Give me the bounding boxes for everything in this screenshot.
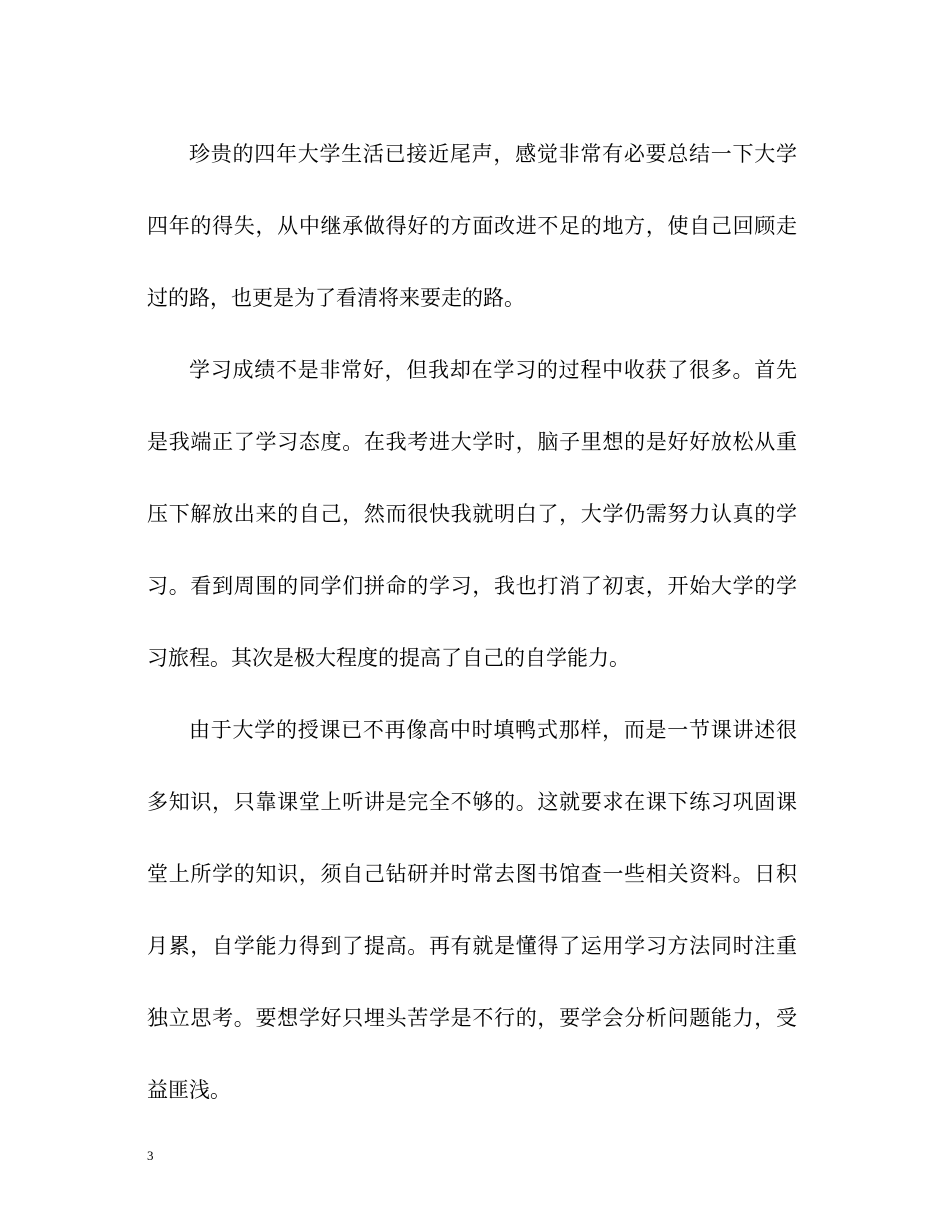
document-body — [147, 118, 797, 1126]
page-number: 3 — [147, 1148, 154, 1163]
paragraph-2: 学习成绩不是非常好，但我却在学习的过程中收获了很多。首先是我端正了学习态度。在我考进大学时，脑子里想的是好好放松从重压下解放出来的自己，然而很快我就明白了，大学仍需努力认真的学习。看到周围的同学们拼命的学习，我也打消了初衷，开始大学的学习旅程。其次是极大程度的提高了自己的自学能力。 — [147, 358, 797, 670]
paragraph-1: 珍贵的四年大学生活已接近尾声，感觉非常有必要总结一下大学四年的得失，从中继承做得好的方面改进不足的地方，使自己回顾走过的路，也更是为了看清将来要走的路。 — [147, 142, 797, 310]
paragraph-3: 由于大学的授课已不再像高中时填鸭式那样，而是一节课讲述很多知识，只靠课堂上听讲是完全不够的。这就要求在课下练习巩固课堂上所学的知识，须自己钻研并时常去图书馆查一些相关资料。日积月累，自学能力得到了提高。再有就是懂得了运用学习方法同时注重独立思考。要想学好只埋头苦学是不行的，要学会分析问题能力，受益匪浅。 — [147, 718, 797, 1102]
